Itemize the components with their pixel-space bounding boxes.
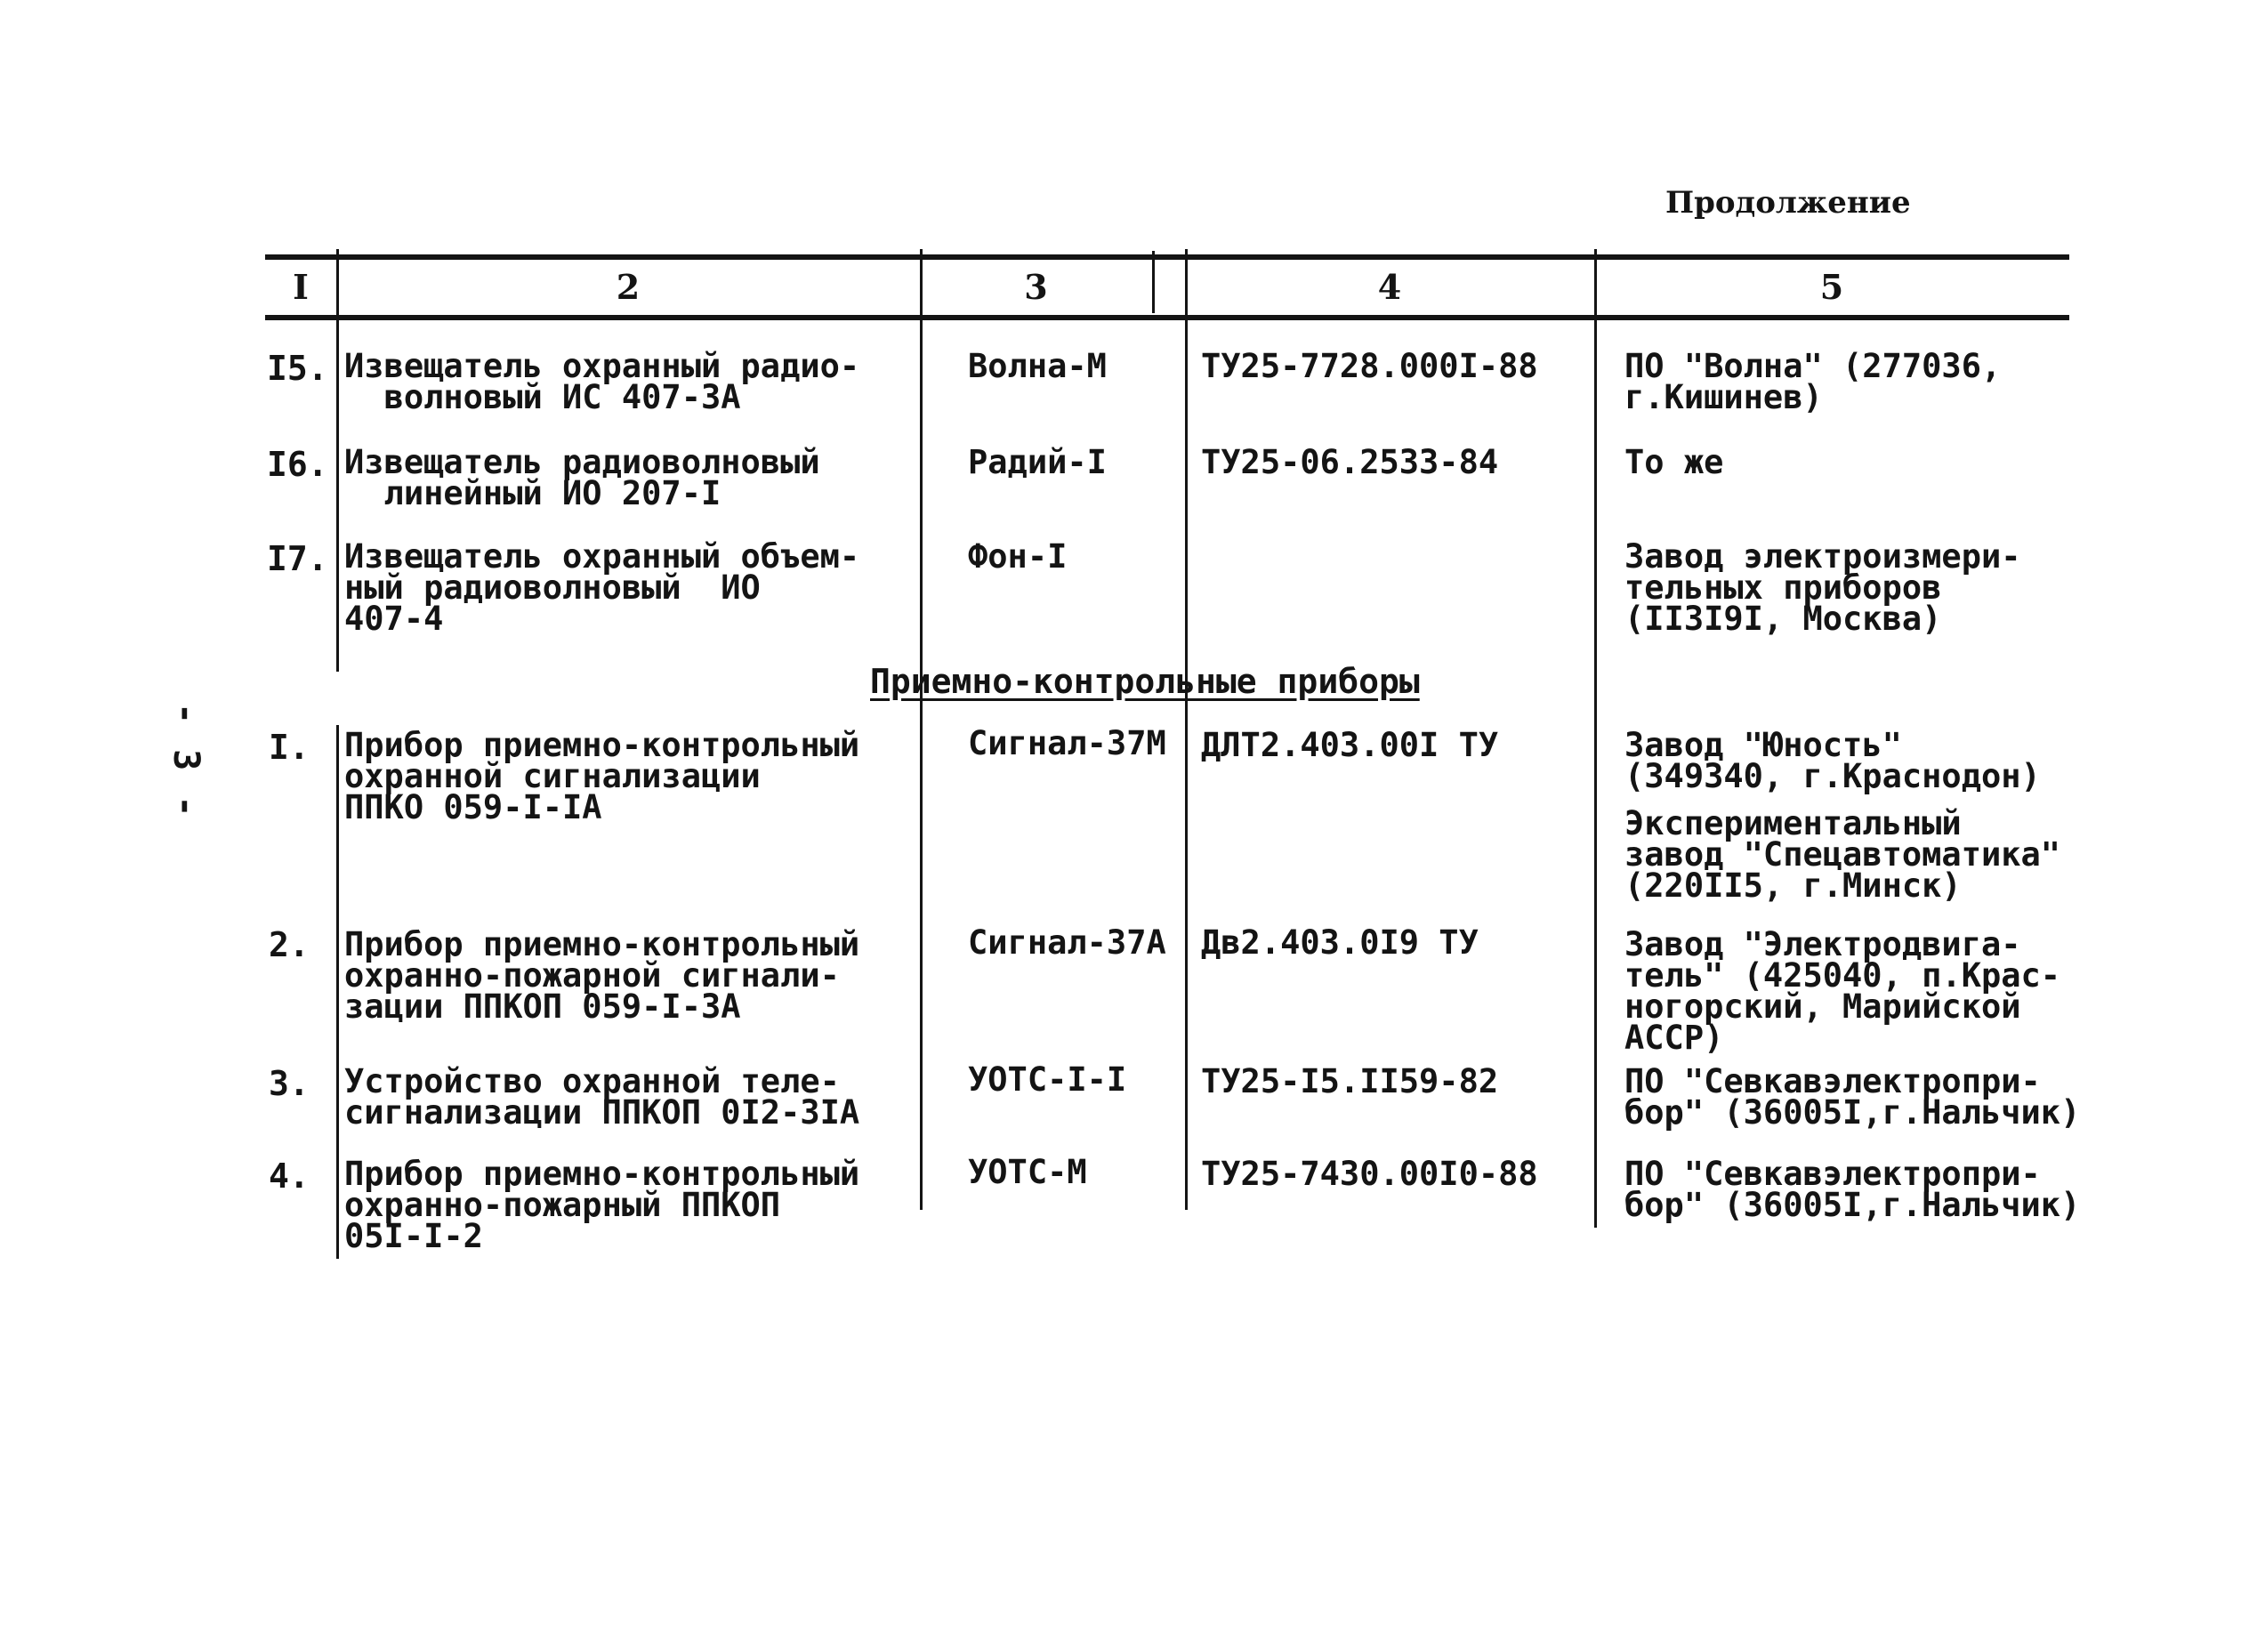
item-maker-secondary: Экспериментальный завод "Спецавтоматика" (220II5, г.Минск)	[1624, 804, 2061, 905]
header-col-4: 4	[1377, 267, 1402, 307]
item-name: Устройство охранной теле- сигнализации ППКОП 0I2-3IА	[344, 1062, 860, 1132]
item-spec: ТУ25-7430.00I0-88	[1201, 1155, 1538, 1193]
item-spec: Дв2.403.0I9 ТУ	[1201, 923, 1479, 962]
item-name: Прибор приемно-контрольный охранно-пожарной сигнали- зации ППКОП 059-I-3А	[344, 925, 860, 1026]
col-divider-1b	[336, 725, 339, 1259]
item-spec: ДЛТ2.403.00I ТУ	[1201, 726, 1499, 764]
col-divider-1	[336, 249, 339, 672]
col-divider-3	[1185, 249, 1188, 1210]
item-name: Прибор приемно-контрольный охранно-пожарный ППКОП 05I-I-2	[344, 1155, 860, 1255]
header-col-2: 2	[616, 267, 641, 307]
item-maker: То же	[1624, 443, 1724, 481]
item-maker: Завод "Электродвига- тель" (425040, п.Крас- ногорский, Марийской АССР)	[1624, 925, 2061, 1057]
col-divider-4	[1594, 249, 1597, 1228]
item-model: Радий-I	[968, 443, 1107, 481]
item-model: УОТС-М	[968, 1153, 1087, 1191]
item-model: Волна-М	[968, 347, 1107, 385]
item-maker: Завод "Юность" (349340, г.Краснодон)	[1624, 726, 2041, 795]
item-name: Извещатель радиоволновый линейный ИО 207-I	[344, 443, 820, 512]
item-name: Извещатель охранный объем- ный радиоволновый ИО 407-4	[344, 537, 860, 638]
header-col-3: 3	[1024, 267, 1048, 307]
item-name: Извещатель охранный радио- волновый ИС 407-3А	[344, 347, 860, 416]
row-number: I7.	[267, 539, 328, 578]
item-model: Фон-I	[968, 537, 1068, 576]
table-header-rule	[265, 315, 2069, 320]
row-number: 4.	[269, 1156, 310, 1196]
col-divider-2	[920, 249, 923, 1210]
item-maker: ПО "Севкавэлектропри- бор" (36005I,г.Нальчик)	[1624, 1062, 2081, 1132]
row-number: 2.	[269, 925, 310, 964]
header-col-1: I	[293, 267, 309, 307]
item-spec: ТУ25-I5.II59-82	[1201, 1062, 1499, 1100]
row-number: 3.	[269, 1064, 310, 1103]
item-spec: ТУ25-7728.000I-88	[1201, 347, 1538, 385]
header-col-5: 5	[1819, 267, 1844, 307]
col-divider-3a	[1152, 251, 1155, 313]
item-spec: ТУ25-06.2533-84	[1201, 443, 1499, 481]
row-number: I5.	[267, 349, 328, 388]
continuation-label: Продолжение	[1665, 185, 1911, 221]
row-number: I6.	[267, 445, 328, 484]
item-model: Сигнал-37М	[968, 724, 1166, 762]
section-title: Приемно-контрольные приборы	[870, 662, 1420, 701]
table-top-rule	[265, 254, 2069, 260]
item-maker: Завод электроизмери- тельных приборов (II3I9I, Москва)	[1624, 537, 2021, 638]
item-maker: ПО "Севкавэлектропри- бор" (36005I,г.Нальчик)	[1624, 1155, 2081, 1224]
item-name: Прибор приемно-контрольный охранной сигнализации ППКО 059-I-IА	[344, 726, 860, 826]
item-maker: ПО "Волна" (277036, г.Кишинев)	[1624, 347, 2002, 416]
item-model: Сигнал-37А	[968, 923, 1166, 962]
page-number: - 3 -	[165, 703, 206, 819]
item-model: УОТС-I-I	[968, 1060, 1127, 1099]
row-number: I.	[269, 728, 310, 767]
